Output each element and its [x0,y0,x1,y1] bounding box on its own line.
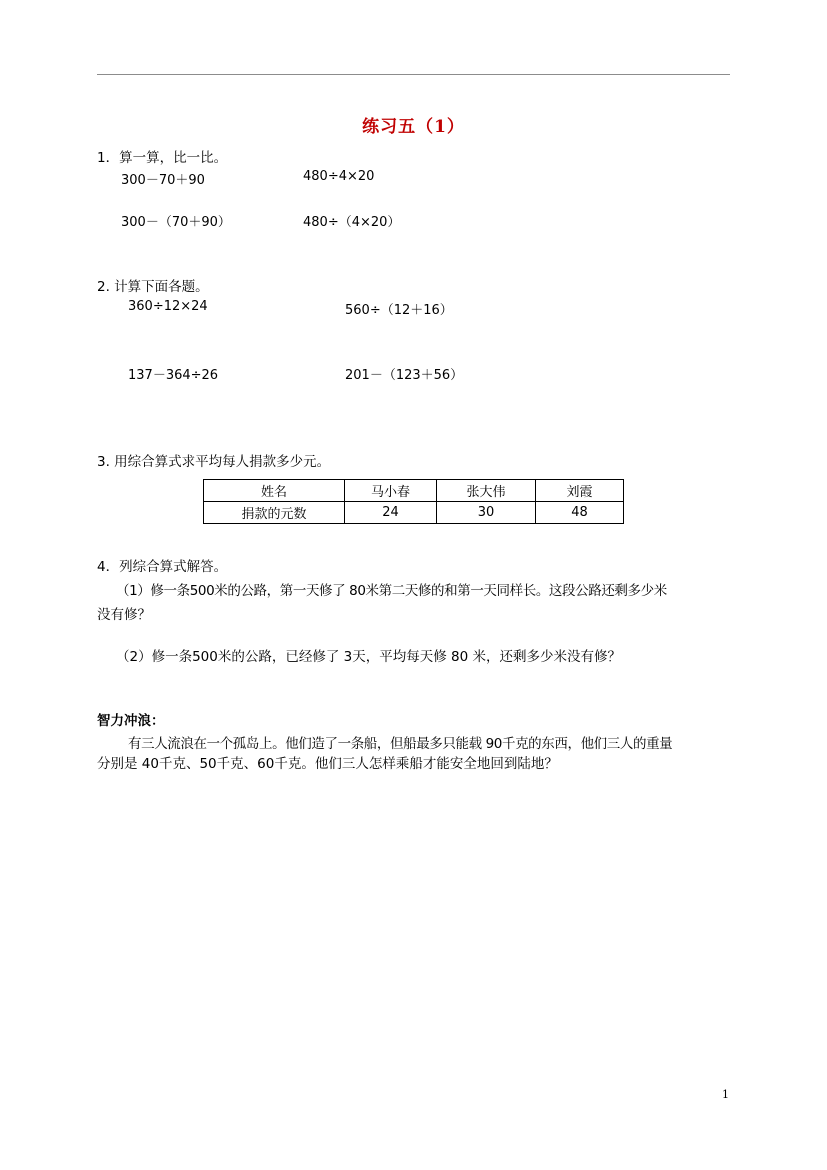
table-header-row [204,480,624,502]
q1-expr-a1: 300－70＋90 [121,173,205,188]
table-header-cell: 张大伟 [437,480,536,502]
q2-expr-a1: 360÷12×24 [128,299,208,314]
q4-sub1-line2: 没有修？ [97,607,151,623]
header-rule [97,74,730,75]
page-title: 练习五（1） [362,117,465,137]
table-header-cell: 刘霞 [536,480,624,502]
table-cell: 捐款的元数 [204,502,345,524]
q4-heading: 4．列综合算式解答。 [97,559,228,575]
table-cell: 48 [536,502,624,524]
bonus-heading: 智力冲浪： [97,713,165,729]
q1-expr-b1: 300－（70＋90） [121,215,231,230]
q4-sub2: （2）修一条500米的公路，已经修了 3天，平均每天修 80 米，还剩多少米没有修？ [116,649,621,665]
table-header-cell: 姓名 [204,480,345,502]
q1-heading: 1．算一算，比一比。 [97,150,228,166]
q2-expr-b1: 137－364÷26 [128,368,219,383]
bonus-line2: 分别是 40千克、50千克、60千克。他们三人怎样乘船才能安全地回到陆地？ [97,756,558,772]
q2-expr-b2: 201－（123＋56） [345,368,464,383]
q4-sub1-line1: （1）修一条500米的公路，第一天修了 80米第二天修的和第一天同样长。这段公路还剩多少米 [116,583,667,599]
donation-table [203,479,624,524]
q2-expr-a2: 560÷（12＋16） [345,303,453,318]
q1-expr-a2: 480÷4×20 [303,169,375,184]
q3-heading: 3. 用综合算式求平均每人捐款多少元。 [97,454,331,470]
q1-expr-b2: 480÷（4×20） [303,215,401,230]
page-number: 1 [722,1088,729,1101]
table-cell: 24 [345,502,437,524]
q2-heading: 2. 计算下面各题。 [97,279,209,295]
bonus-line1: 有三人流浪在一个孤岛上。他们造了一条船，但船最多只能载 90千克的东西，他们三人的重量 [128,736,673,752]
table-cell: 30 [437,502,536,524]
table-header-cell: 马小春 [345,480,437,502]
table-row [204,502,624,524]
